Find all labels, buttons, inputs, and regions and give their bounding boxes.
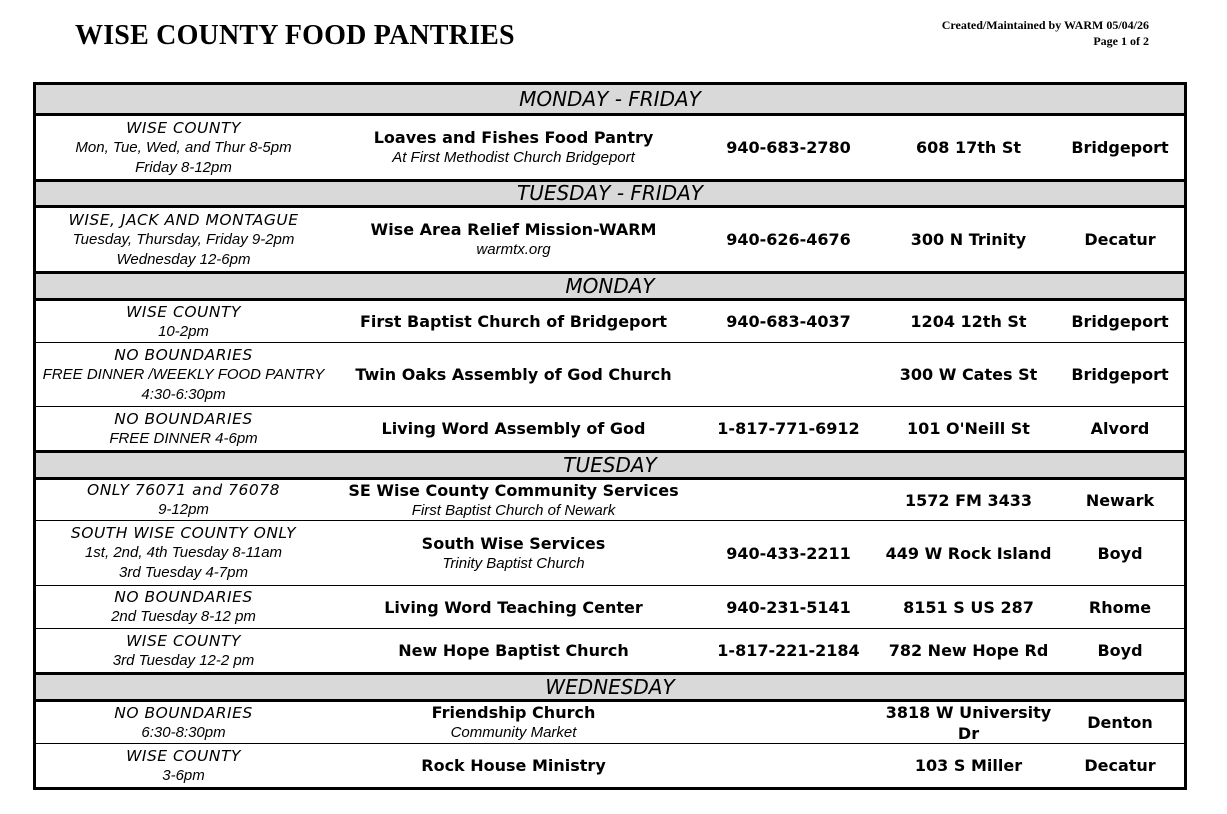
pantry-row <box>36 298 1184 342</box>
pantry-name-cell <box>331 116 696 179</box>
pantry-name: Friendship Church <box>431 703 596 722</box>
eligibility-label: WISE COUNTY <box>126 746 241 765</box>
city-cell <box>1056 586 1184 628</box>
phone-cell <box>696 116 881 179</box>
eligibility-cell <box>36 629 331 672</box>
address-cell <box>881 521 1056 585</box>
city-cell <box>1056 521 1184 585</box>
pantry-name-cell <box>331 629 696 672</box>
section-header: MONDAY <box>36 271 1184 298</box>
pantry-location: Community Market <box>450 724 577 741</box>
hours-line: 3rd Tuesday 12-2 pm <box>112 651 255 669</box>
created-by: Created/Maintained by WARM 05/04/26 <box>941 18 1149 32</box>
address-cell <box>881 480 1056 520</box>
pantry-row <box>36 585 1184 628</box>
eligibility-cell <box>36 702 331 743</box>
pantry-name: SE Wise County Community Services <box>348 480 679 500</box>
pantry-name: New Hope Baptist Church <box>398 641 629 660</box>
street-address: 300 W Cates St <box>899 365 1038 384</box>
pantry-name-cell <box>331 744 696 787</box>
eligibility-label: NO BOUNDARIES <box>114 345 253 364</box>
city-cell <box>1056 301 1184 342</box>
street-address: 8151 S US 287 <box>903 597 1034 617</box>
eligibility-cell <box>36 521 331 585</box>
eligibility-label: NO BOUNDARIES <box>114 588 253 606</box>
hours-line: FREE DINNER /WEEKLY FOOD PANTRY <box>42 365 325 383</box>
city-name: Bridgeport <box>1071 312 1169 331</box>
pantry-table <box>33 82 1187 790</box>
pantry-name-cell <box>331 343 696 406</box>
eligibility-label: WISE COUNTY <box>126 631 241 650</box>
phone-number: 1-817-221-2184 <box>717 641 860 660</box>
city-cell <box>1056 116 1184 179</box>
eligibility-cell <box>36 480 331 520</box>
pantry-row <box>36 628 1184 672</box>
city-name: Rhome <box>1088 597 1152 617</box>
street-address: 1204 12th St <box>910 312 1027 331</box>
pantry-name-cell <box>331 521 696 585</box>
city-cell <box>1056 343 1184 406</box>
page-title: WISE COUNTY FOOD PANTRIES <box>75 20 515 51</box>
pantry-name: South Wise Services <box>421 533 606 553</box>
pantry-name-cell <box>331 480 696 520</box>
pantry-row <box>36 477 1184 520</box>
eligibility-label: SOUTH WISE COUNTY ONLY <box>70 524 297 542</box>
city-cell <box>1056 407 1184 450</box>
phone-cell <box>696 744 881 787</box>
pantry-row <box>36 406 1184 450</box>
pantry-row <box>36 520 1184 585</box>
hours-line: 9-12pm <box>158 501 209 518</box>
city-name: Decatur <box>1084 756 1156 775</box>
phone-cell <box>696 521 881 585</box>
pantry-name-cell <box>331 586 696 628</box>
hours-line: Mon, Tue, Wed, and Thur 8-5pm <box>75 138 292 156</box>
phone-cell <box>696 480 881 520</box>
hours-line: Wednesday 12-6pm <box>116 250 251 268</box>
city-cell <box>1056 208 1184 271</box>
pantry-name: Living Word Assembly of God <box>381 419 646 438</box>
hours-line: Friday 8-12pm <box>135 158 232 176</box>
section-header: TUESDAY <box>36 450 1184 477</box>
document-meta <box>942 17 1149 49</box>
pantry-row <box>36 205 1184 271</box>
section-header: WEDNESDAY <box>36 672 1184 699</box>
pantry-name: First Baptist Church of Bridgeport <box>359 312 668 331</box>
section-header: MONDAY - FRIDAY <box>36 85 1184 113</box>
eligibility-cell <box>36 744 331 787</box>
phone-cell <box>696 586 881 628</box>
eligibility-label: WISE COUNTY <box>126 118 241 137</box>
phone-number: 940-433-2211 <box>726 543 851 563</box>
phone-number: 940-683-4037 <box>726 312 851 331</box>
phone-number: 940-626-4676 <box>726 230 851 249</box>
eligibility-label: ONLY 76071 and 76078 <box>87 481 280 499</box>
pantry-location: Trinity Baptist Church <box>442 554 585 572</box>
eligibility-cell <box>36 208 331 271</box>
hours-line: 1st, 2nd, 4th Tuesday 8-11am <box>84 544 283 561</box>
pantry-name-cell <box>331 208 696 271</box>
eligibility-label: NO BOUNDARIES <box>114 409 253 428</box>
pantry-name: Loaves and Fishes Food Pantry <box>373 128 654 147</box>
hours-line: 4:30-6:30pm <box>141 385 226 403</box>
street-address: 3818 W University Dr <box>885 702 1052 743</box>
pantry-name: Wise Area Relief Mission-WARM <box>370 220 657 239</box>
address-cell <box>881 343 1056 406</box>
pantry-row <box>36 342 1184 406</box>
street-address: 103 S Miller <box>914 756 1023 775</box>
hours-line: Tuesday, Thursday, Friday 9-2pm <box>72 230 295 248</box>
address-cell <box>881 116 1056 179</box>
eligibility-label: NO BOUNDARIES <box>114 703 253 722</box>
street-address: 782 New Hope Rd <box>888 641 1049 660</box>
pantry-name: Living Word Teaching Center <box>384 597 643 617</box>
pantry-location: warmtx.org <box>476 241 551 258</box>
city-name: Decatur <box>1084 230 1156 249</box>
hours-line: 6:30-8:30pm <box>141 723 226 741</box>
city-cell <box>1056 629 1184 672</box>
city-name: Boyd <box>1097 543 1143 563</box>
hours-line: 3rd Tuesday 4-7pm <box>119 564 248 581</box>
street-address: 300 N Trinity <box>910 230 1027 249</box>
phone-cell <box>696 702 881 743</box>
address-cell <box>881 407 1056 450</box>
hours-line: FREE DINNER 4-6pm <box>109 429 258 447</box>
street-address: 1572 FM 3433 <box>904 490 1033 510</box>
section-header: TUESDAY - FRIDAY <box>36 179 1184 205</box>
street-address: 101 O'Neill St <box>907 419 1030 438</box>
phone-cell <box>696 301 881 342</box>
pantry-name-cell <box>331 407 696 450</box>
city-name: Denton <box>1087 713 1153 732</box>
address-cell <box>881 629 1056 672</box>
page-number: Page 1 of 2 <box>1093 34 1149 48</box>
hours-line: 3-6pm <box>162 766 205 784</box>
address-cell <box>881 586 1056 628</box>
hours-line: 2nd Tuesday 8-12 pm <box>111 608 256 625</box>
phone-cell <box>696 343 881 406</box>
pantry-row <box>36 113 1184 179</box>
city-name: Newark <box>1085 490 1155 510</box>
phone-number: 940-683-2780 <box>726 138 851 157</box>
eligibility-cell <box>36 116 331 179</box>
address-cell <box>881 744 1056 787</box>
city-cell <box>1056 744 1184 787</box>
street-address: 608 17th St <box>915 138 1021 157</box>
phone-cell <box>696 208 881 271</box>
address-cell <box>881 301 1056 342</box>
eligibility-label: WISE COUNTY <box>126 302 241 321</box>
eligibility-cell <box>36 343 331 406</box>
city-name: Boyd <box>1097 641 1143 660</box>
city-name: Alvord <box>1090 419 1150 438</box>
pantry-location: At First Methodist Church Bridgeport <box>392 149 635 166</box>
pantry-row <box>36 743 1184 787</box>
city-name: Bridgeport <box>1071 365 1169 384</box>
pantry-name-cell <box>331 702 696 743</box>
pantry-row <box>36 699 1184 743</box>
address-cell <box>881 702 1056 743</box>
eligibility-cell <box>36 586 331 628</box>
phone-cell <box>696 407 881 450</box>
phone-number: 940-231-5141 <box>726 597 851 617</box>
city-cell <box>1056 480 1184 520</box>
street-address: 449 W Rock Island <box>885 543 1052 563</box>
eligibility-cell <box>36 301 331 342</box>
city-cell <box>1056 702 1184 743</box>
eligibility-cell <box>36 407 331 450</box>
hours-line: 10-2pm <box>158 322 209 340</box>
pantry-name-cell <box>331 301 696 342</box>
phone-cell <box>696 629 881 672</box>
city-name: Bridgeport <box>1071 138 1169 157</box>
pantry-location: First Baptist Church of Newark <box>411 501 616 519</box>
phone-number: 1-817-771-6912 <box>717 419 860 438</box>
pantry-name: Twin Oaks Assembly of God Church <box>355 365 672 384</box>
pantry-name: Rock House Ministry <box>421 756 606 775</box>
eligibility-label: WISE, JACK AND MONTAGUE <box>68 210 299 229</box>
address-cell <box>881 208 1056 271</box>
